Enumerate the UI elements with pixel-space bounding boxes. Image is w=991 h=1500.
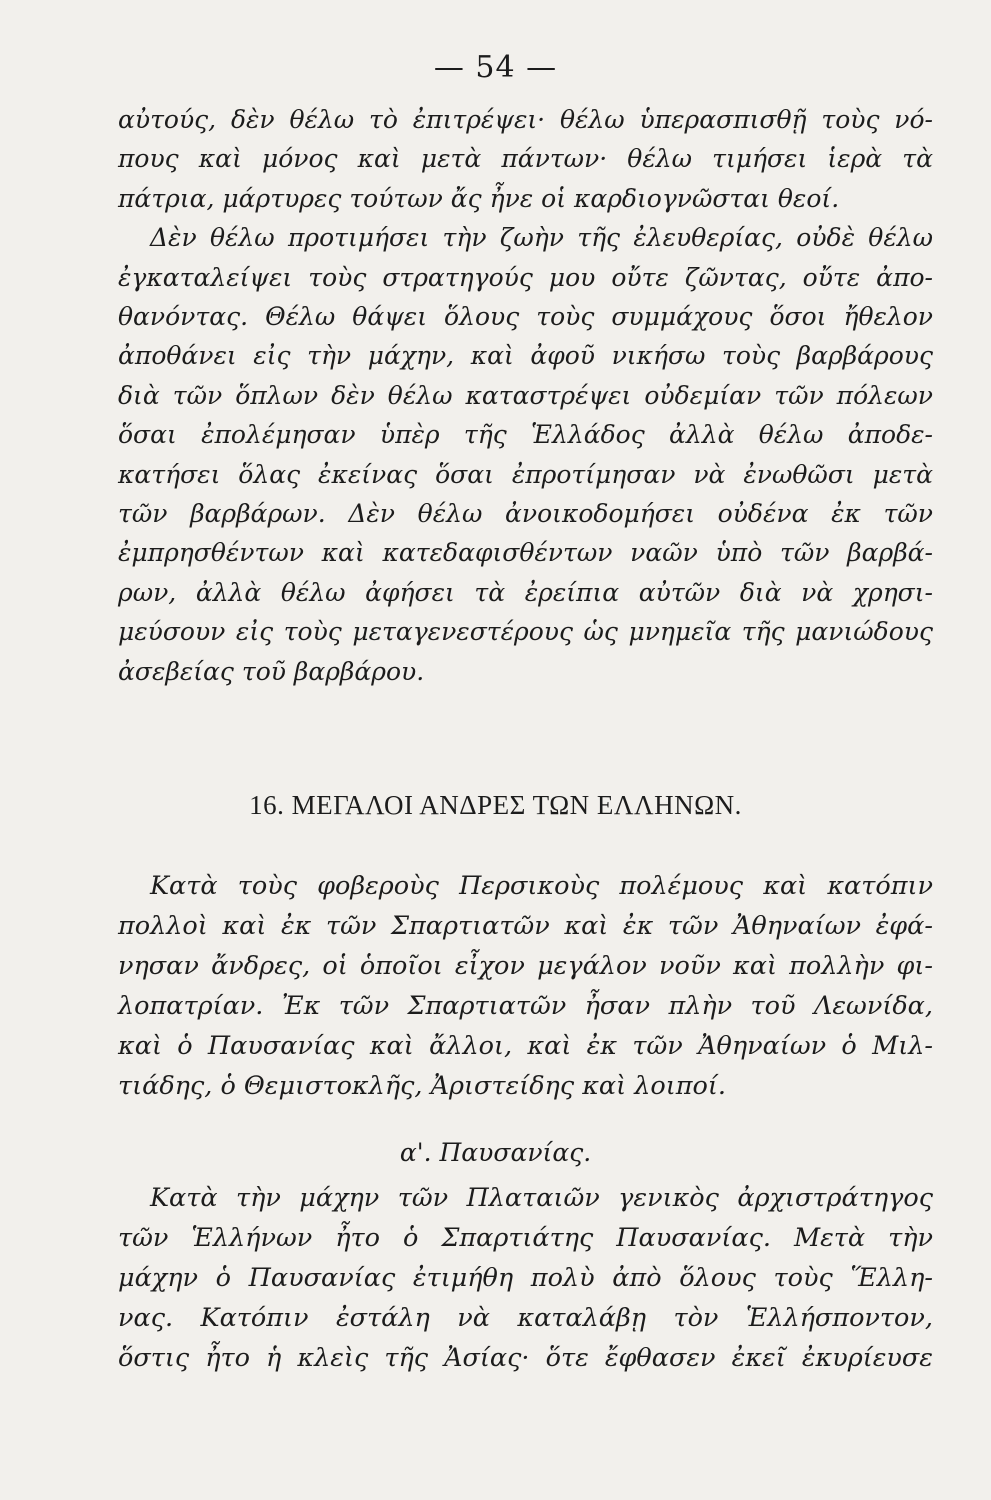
text-line: νας. Κατόπιν ἐστάλη νὰ καταλάβῃ τὸν Ἑλλήσποντον, bbox=[118, 1303, 933, 1333]
text-line: μάχην ὁ Παυσανίας ἐτιμήθη πολὺ ἀπὸ ὅλους τοὺς Ἕλλη- bbox=[118, 1263, 933, 1293]
text-line: διὰ τῶν ὅπλων δὲν θέλω καταστρέψει οὐδεμίαν τῶν πόλεων bbox=[118, 380, 933, 410]
text-line: Κατὰ τὴν μάχην τῶν Πλαταιῶν γενικὸς ἀρχιστράτηγος bbox=[150, 1183, 933, 1213]
text-line: Κατὰ τοὺς φοβεροὺς Περσικοὺς πολέμους καὶ κατόπιν bbox=[150, 871, 933, 901]
text-line: ἐγκαταλείψει τοὺς στρατηγούς μου οὔτε ζῶντας, οὔτε ἀπο- bbox=[118, 262, 933, 292]
text-line: ρων, ἀλλὰ θέλω ἀφήσει τὰ ἐρείπια αὐτῶν διὰ νὰ χρησι- bbox=[118, 577, 933, 607]
text-line: ὅστις ἦτο ἡ κλεὶς τῆς Ἀσίας· ὅτε ἔφθασεν ἐκεῖ ἐκυρίευσε bbox=[118, 1343, 933, 1373]
page-number: — 54 — bbox=[433, 50, 558, 85]
text-line: ἐμπρησθέντων καὶ κατεδαφισθέντων ναῶν ὑπὸ τῶν βαρβά- bbox=[118, 538, 933, 568]
text-line: πους καὶ μόνος καὶ μετὰ πάντων· θέλω τιμήσει ἱερὰ τὰ bbox=[118, 144, 933, 174]
text-line: μεύσουν εἰς τοὺς μεταγενεστέρους ὡς μνημεῖα τῆς μανιώδους bbox=[118, 617, 933, 647]
text-line: τιάδης, ὁ Θεμιστοκλῆς, Ἀριστείδης καὶ λοιποί. bbox=[118, 1071, 726, 1101]
text-line: αὐτούς, δὲν θέλω τὸ ἐπιτρέψει· θέλω ὑπερασπισθῇ τοὺς νό- bbox=[118, 105, 933, 134]
text-line: κατήσει ὅλας ἐκείνας ὅσαι ἐπροτίμησαν νὰ ἐνωθῶσι μετὰ bbox=[118, 459, 933, 489]
text-line: νησαν ἄνδρες, οἱ ὁποῖοι εἶχον μεγάλον νοῦν καὶ πολλὴν φι- bbox=[118, 951, 933, 981]
text-line: θανόντας. Θέλω θάψει ὅλους τοὺς συμμάχους ὅσοι ἤθελον bbox=[118, 302, 933, 332]
section-heading: 16. ΜΕΓΑΛΟΙ ΑΝΔΡΕΣ ΤΩΝ ΕΛΛΗΝΩΝ. bbox=[249, 790, 742, 820]
text-line: τῶν Ἑλλήνων ἦτο ὁ Σπαρτιάτης Παυσανίας. Μετὰ τὴν bbox=[118, 1223, 933, 1253]
text-line: καὶ ὁ Παυσανίας καὶ ἄλλοι, καὶ ἐκ τῶν Ἀθηναίων ὁ Μιλ- bbox=[118, 1031, 933, 1061]
text-line: ἀσεβείας τοῦ βαρβάρου. bbox=[118, 656, 425, 686]
subsection-heading: α'. Παυσανίας. bbox=[399, 1138, 592, 1167]
text-line: πάτρια, μάρτυρες τούτων ἄς ἦνε οἱ καρδιογνῶσται θεοί. bbox=[118, 183, 840, 213]
text-line: ὅσαι ἐπολέμησαν ὑπὲρ τῆς Ἑλλάδος ἀλλὰ θέλω ἀποδε- bbox=[118, 420, 933, 450]
text-line: ἀποθάνει εἰς τὴν μάχην, καὶ ἀφοῦ νικήσω τοὺς βαρβάρους bbox=[118, 341, 933, 371]
text-line: Δὲν θέλω προτιμήσει τὴν ζωὴν τῆς ἐλευθερίας, οὐδὲ θέλω bbox=[150, 223, 933, 253]
text-line: λοπατρίαν. Ἐκ τῶν Σπαρτιατῶν ἦσαν πλὴν τοῦ Λεωνίδα, bbox=[118, 991, 933, 1021]
text-block-3 bbox=[118, 1178, 933, 1378]
text-block-1 bbox=[118, 100, 933, 691]
text-line: τῶν βαρβάρων. Δὲν θέλω ἀνοικοδομήσει οὐδένα ἐκ τῶν bbox=[118, 499, 933, 529]
text-block-2 bbox=[118, 866, 933, 1106]
text-line: πολλοὶ καὶ ἐκ τῶν Σπαρτιατῶν καὶ ἐκ τῶν Ἀθηναίων ἐφά- bbox=[118, 911, 933, 941]
